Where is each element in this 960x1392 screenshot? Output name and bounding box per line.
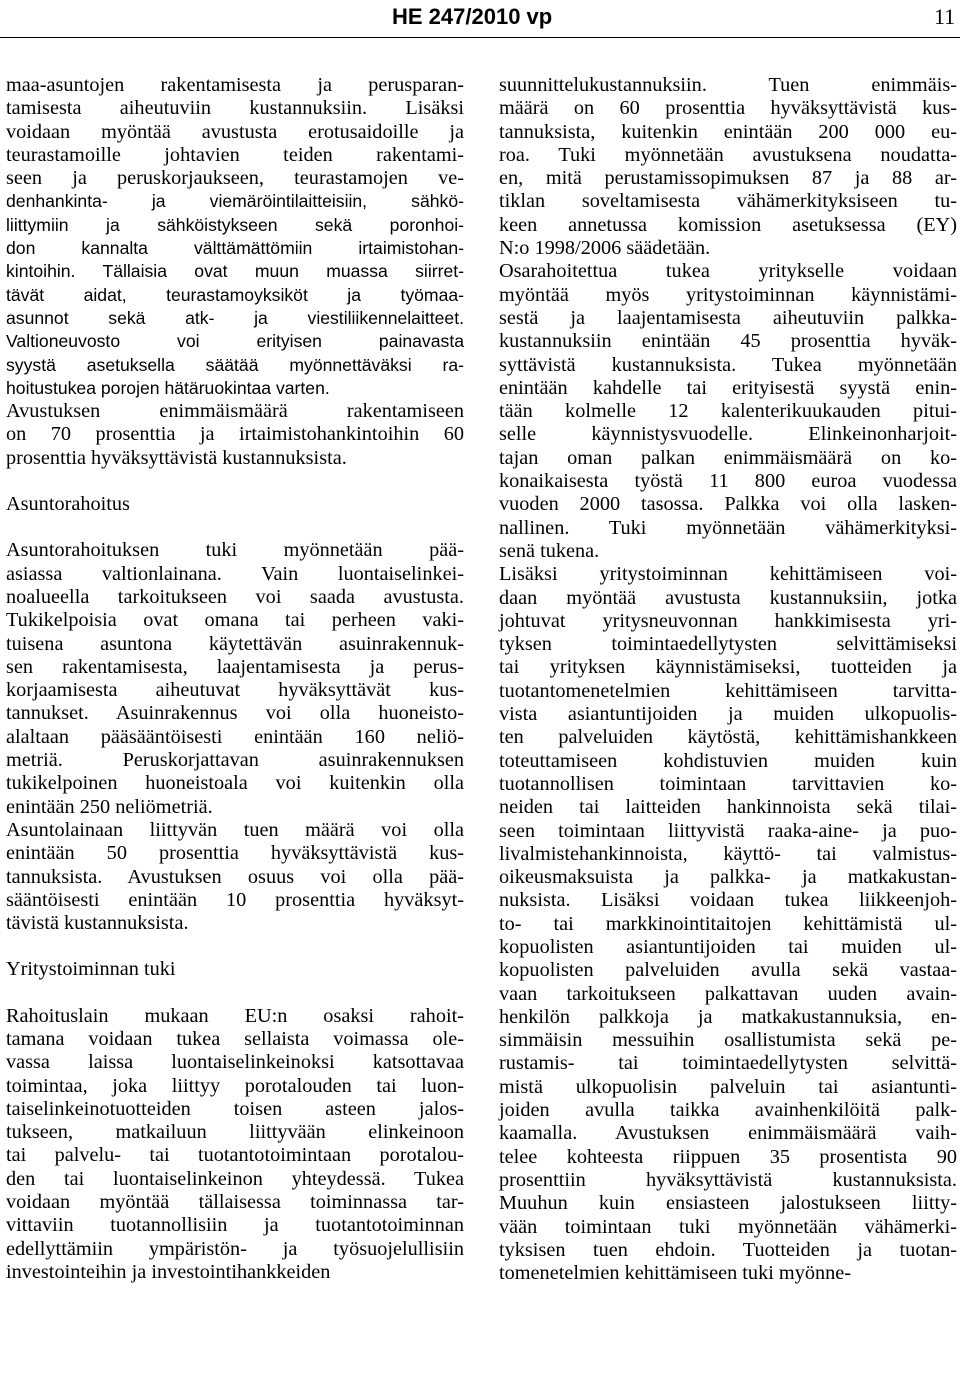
text-line: seen ja peruskorjaukseen, teurastamojen ve-: [6, 167, 464, 190]
paragraph-reindeer-investments: [6, 74, 464, 400]
section-heading-housing: Asuntorahoitus: [6, 493, 130, 516]
text-line: enintään 50 prosenttia hyväksyttävistä kus-: [6, 842, 464, 865]
text-line: simmäisin messuihin osallistumista sekä pe-: [499, 1029, 957, 1052]
text-line: enintään kahdelle tai erityisestä syystä enin-: [499, 376, 957, 399]
text-line: en, mitä perustamissopimuksen 87 ja 88 ar-: [499, 167, 957, 190]
text-line: syttävistä kustannuksista. Tukea myönnetään: [499, 353, 957, 376]
text-line: Valtioneuvosto voi erityisen painavasta: [6, 331, 464, 352]
text-line: toteuttamiseen kohdistuvien muiden kuin: [499, 749, 957, 772]
header-rule: [0, 37, 960, 38]
document-id: HE 247/2010 vp: [392, 4, 553, 29]
paragraph-housing-support-amount: [6, 819, 464, 935]
text-line: Asuntolainaan liittyvän tuen määrä voi olla: [6, 818, 464, 841]
page-header: [0, 0, 960, 40]
text-line: tyksisen tuen ehdoin. Tuotteiden ja tuotan-: [499, 1238, 957, 1261]
text-line: nallinen. Tuki myönnetään vähämerkityksi-: [499, 516, 957, 539]
text-line: tomenetelmien kehittämiseen tuki myönne-: [499, 1262, 852, 1285]
text-line: keen annetussa komission asetuksessa (EY): [499, 213, 957, 236]
text-line: Asuntorahoituksen tuki myönnetään pää-: [6, 539, 464, 562]
text-line: vaan tarkoitukseen palkattavan uuden avain-: [499, 982, 957, 1005]
page-number: 11: [934, 4, 956, 29]
text-line: enintään 250 neliömetriä.: [6, 795, 213, 818]
text-line: suunnittelukustannuksiin. Tuen enimmäis-: [499, 74, 957, 96]
text-line: hoitustukea porojen hätäruokintaa varten.: [6, 377, 330, 398]
text-line: konaikaisesta työstä 11 800 euroa vuodessa: [499, 470, 957, 493]
text-line: tuotannollisen toimintaan tarvittavien ko-: [499, 772, 957, 795]
text-line: daan myöntää avustusta kustannuksiin, jotka: [499, 586, 957, 609]
text-line: denhankinta- ja viemäröintilaitteisiin, sähkö-: [6, 191, 464, 212]
text-line: kaamalla. Avustuksen enimmäismäärä vaih-: [499, 1122, 957, 1145]
text-line: tiklan soveltamisesta vähämerkityksiseen tu-: [499, 190, 957, 213]
text-line: vista asiantuntijoiden ja muiden ulkopuolis-: [499, 703, 957, 726]
text-line: Lisäksi yritystoiminnan kehittämiseen voi-: [499, 563, 957, 586]
text-line: prosenttiin hyväksyttävistä kustannuksista.: [499, 1168, 957, 1191]
text-line: nuksista. Lisäksi voidaan tukea liikkeenjoh-: [499, 889, 957, 912]
text-line: kintoihin. Tällaisia ovat muun muassa siirret-: [6, 261, 464, 282]
text-line: mistä ulkopuolisin palveluin tai asiantunti-: [499, 1075, 957, 1098]
text-line: Rahoituslain mukaan EU:n osaksi rahoit-: [6, 1004, 464, 1027]
text-line: myöntää myös yritystoiminnan käynnistämi-: [499, 283, 957, 306]
text-line: asunnot sekä atk- ja viestiliikennelaitteet.: [6, 307, 464, 328]
text-line: tai yrityksen käynnistämiseksi, tuotteiden ja: [499, 656, 957, 679]
text-line: tukseen, matkailuun liittyvään elinkeinoon: [6, 1121, 464, 1144]
text-line: kopuolisten asiantuntijoiden tai muiden ul-: [499, 935, 957, 958]
text-line: seen toimintaan liittyvistä raaka-aine- ja puo-: [499, 819, 957, 842]
text-line: vassa laissa luontaiselinkeinoksi katsottavaa: [6, 1051, 464, 1074]
text-line: noalueella tarkoitukseen voi saada avustusta.: [6, 585, 464, 608]
section-heading-business: Yritystoiminnan tuki: [6, 958, 176, 981]
text-line: tannukset. Asuinrakennus voi olla huoneisto-: [6, 702, 464, 725]
paragraph-business-development: [499, 563, 957, 1285]
text-line: prosenttia hyväksyttävistä kustannuksista.: [6, 446, 347, 469]
text-line: asiassa valtionlainana. Vain luontaiselinkei-: [6, 562, 464, 585]
text-line: tukikelpoinen huoneistoala voi kuitenkin olla: [6, 772, 464, 795]
text-line: tai palvelu- tai tuotantotoimintaan porotalou-: [6, 1144, 464, 1167]
text-line: vään toimintaan tuki myönnetään vähämerki-: [499, 1215, 957, 1238]
text-line: henkilön palkkoja ja matkakustannuksia, en-: [499, 1005, 957, 1028]
text-line: roa. Tuki myönnetään avustuksena noudatta-: [499, 143, 957, 166]
text-line: rustamis- tai toimintaedellytysten selvittä-: [499, 1052, 957, 1075]
text-line: on 70 prosenttia ja irtaimistohankintoihin 60: [6, 423, 464, 446]
text-line: tannuksista, kuitenkin enintään 200 000 eu-: [499, 120, 957, 143]
text-line: alaltaan pääsääntöisesti enintään 160 neliö-: [6, 725, 464, 748]
paragraph-housing-loans: [6, 539, 464, 819]
text-line: tamana voidaan tukea sellaista voimassa ole-: [6, 1027, 464, 1050]
text-line: den tai luontaiselinkeinon yhteydessä. Tukea: [6, 1167, 464, 1190]
text-line: oikeusmaksuista ja palkka- ja matkakustan-: [499, 866, 957, 889]
text-line: Osarahoitettua tukea yritykselle voidaan: [499, 260, 957, 283]
text-line: sääntöisesti enintään 10 prosenttia hyväksyt-: [6, 888, 464, 911]
text-line: taiselinkeinotuotteiden toisen asteen jalos-: [6, 1097, 464, 1120]
paragraph-max-subsidy: [6, 400, 464, 470]
text-line: N:o 1998/2006 säädetään.: [499, 237, 711, 260]
text-line: tävät aidat, teurastamoyksiköt ja työmaa-: [6, 284, 464, 305]
text-line: teurastamoille johtavien teiden rakentami-: [6, 143, 464, 166]
text-line: Tukikelpoisia ovat omana tai perheen vaki-: [6, 609, 464, 632]
text-line: tannuksista. Avustuksen osuus voi olla pää-: [6, 865, 464, 888]
text-line: to- tai markkinointitaitojen kehittämistä ul-: [499, 912, 957, 935]
text-line: tuisena asuntona käytettävän asuinrakennuk-: [6, 632, 464, 655]
text-line: Avustuksen enimmäismäärä rakentamiseen: [6, 400, 464, 423]
text-line: metriä. Peruskorjattavan asuinrakennuksen: [6, 749, 464, 772]
text-line: tyksen toimintaedellytysten selvittämiseksi: [499, 633, 957, 656]
text-line: investointeihin ja investointihankkeiden: [6, 1260, 331, 1283]
text-line: livalmistehankinnoista, käyttö- tai valmistus-: [499, 842, 957, 865]
text-line: syystä asetuksella säätää myönnettäväksi ra-: [6, 354, 464, 375]
text-line: toimintaa, joka liittyy porotalouden tai luon-: [6, 1074, 464, 1097]
text-line: sen rakentamisesta, laajentamisesta ja perus-: [6, 655, 464, 678]
left-column: [6, 74, 464, 1284]
text-line: telee kohteesta riippuen 35 prosentista 90: [499, 1145, 957, 1168]
text-line: senä tukena.: [499, 539, 600, 562]
text-line: voidaan myöntää tällaisessa toiminnassa tar-: [6, 1191, 464, 1214]
text-line: don kannalta välttämättömiin irtaimistohan-: [6, 238, 464, 259]
text-line: ten palveluiden käytöstä, kehittämishankkeen: [499, 726, 957, 749]
text-line: voidaan myöntää avustusta erotusaidoille ja: [6, 120, 464, 143]
text-line: sestä ja laajentamisesta aiheutuviin palkka-: [499, 306, 957, 329]
text-line: edellyttämiin ympäristön- ja työsuojelullisiin: [6, 1237, 464, 1260]
text-line: vittaviin tuotannollisiin ja tuotantotoiminnan: [6, 1214, 464, 1237]
text-line: tamisesta aiheutuviin kustannuksiin. Lisäksi: [6, 97, 464, 120]
text-line: tuotantomenetelmien kehittämiseen tarvitta-: [499, 679, 957, 702]
text-line: tävistä kustannuksista.: [6, 912, 189, 935]
text-line: johtuvat yritysneuvonnan hankkimisesta yri-: [499, 609, 957, 632]
right-column: [499, 74, 957, 1285]
text-line: maa-asuntojen rakentamisesta ja perusparan-: [6, 74, 464, 96]
text-line: kopuolisten palveluiden avulla sekä vastaa-: [499, 959, 957, 982]
text-line: määrä on 60 prosenttia hyväksyttävistä kus-: [499, 97, 957, 120]
paragraph-cofinanced-support: [499, 260, 957, 563]
text-line: tajan oman palkan enimmäismäärä on ko-: [499, 446, 957, 469]
text-line: korjaamisesta aiheutuvat hyväksyttävät kus-: [6, 679, 464, 702]
text-line: joiden avulla taikka avainhenkilöitä palk-: [499, 1099, 957, 1122]
text-line: liittymiin ja sähköistykseen sekä poronhoi-: [6, 214, 464, 235]
paragraph-business-support: [6, 1005, 464, 1285]
paragraph-planning-costs: [499, 74, 957, 260]
text-line: tään kolmelle 12 kalenterikuukauden pitui-: [499, 400, 957, 423]
text-line: neiden tai laitteiden hankinnoista sekä tilai-: [499, 796, 957, 819]
text-line: selle käynnistysvuodelle. Elinkeinonharjoit-: [499, 423, 957, 446]
text-line: kustannuksiin enintään 45 prosenttia hyväk-: [499, 330, 957, 353]
text-line: vuoden 2000 tasossa. Palkka voi olla lasken-: [499, 493, 957, 516]
text-line: Muuhun kuin ensiasteen jalostukseen liitty-: [499, 1192, 957, 1215]
